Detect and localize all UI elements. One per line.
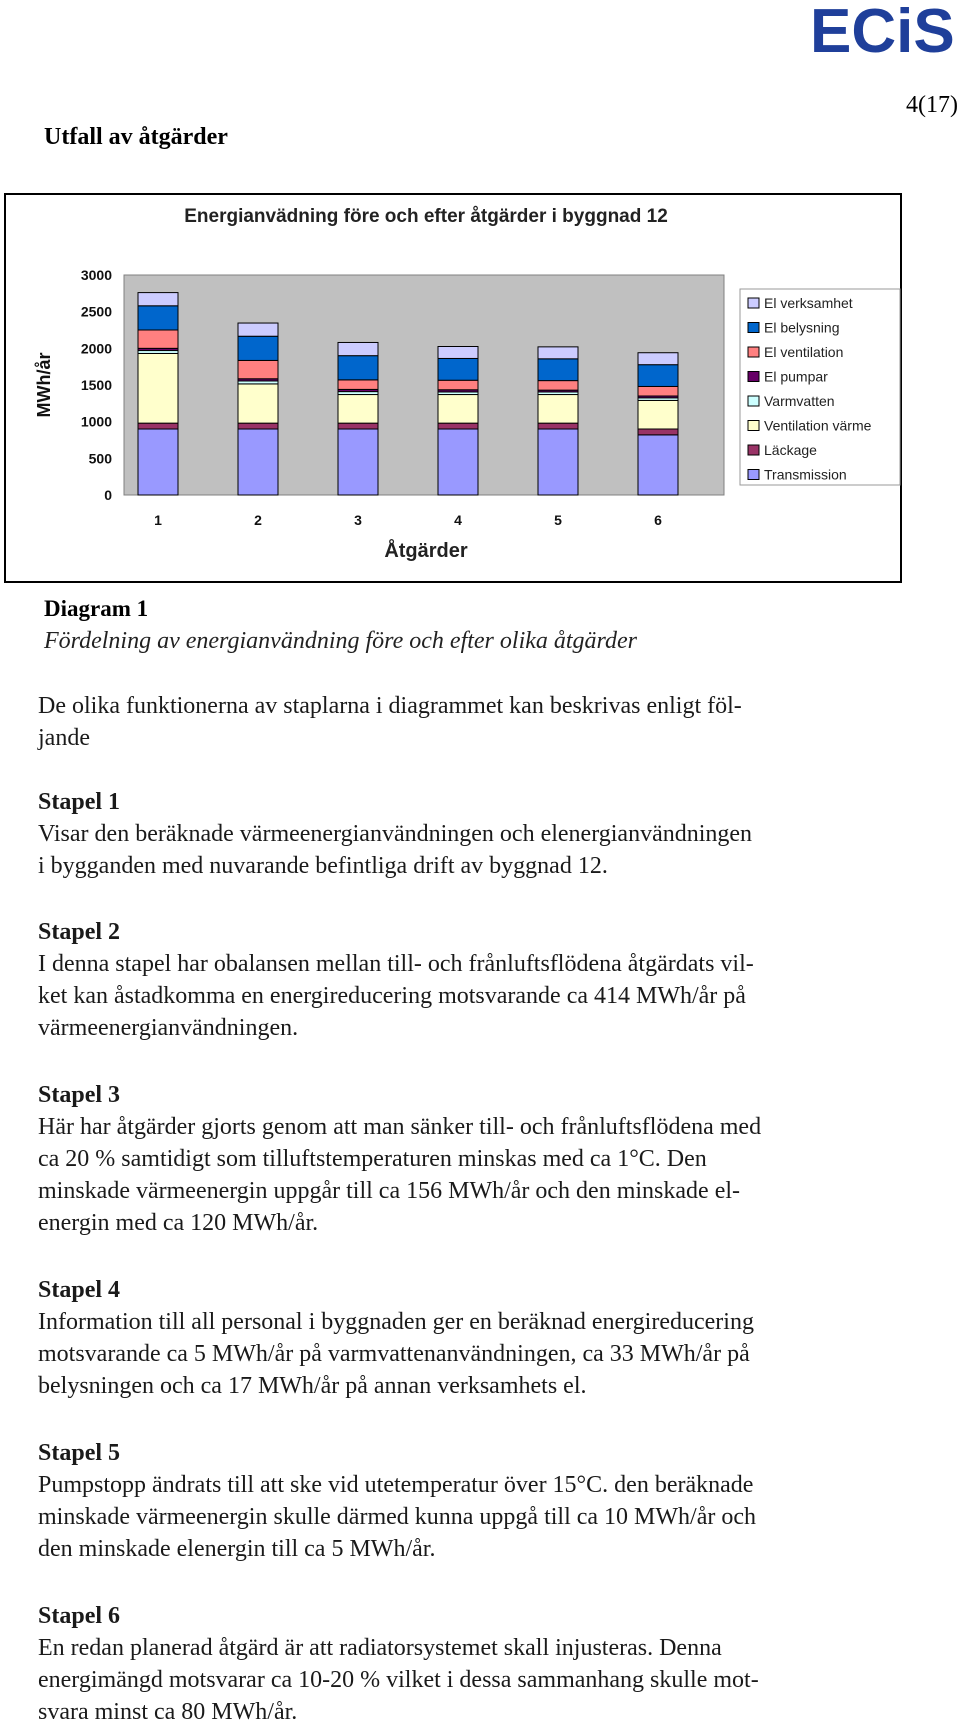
section-title: Stapel 1 [38,789,121,815]
intro-line: De olika funktionerna av staplarna i diagrammet kan beskrivas enligt föl- [38,693,742,719]
legend-label: Varmvatten [764,393,835,409]
bar-segment [538,359,578,381]
bar-segment [338,395,378,424]
section-line: ket kan åstadkomma en energireducering motsvarande ca 414 MWh/år på [38,983,746,1009]
legend-label: El verksamhet [764,295,853,311]
y-axis-label: MWh/år [34,352,54,418]
bar-segment [638,353,678,365]
section-title: Stapel 4 [38,1277,121,1303]
section-line: energimängd motsvarar ca 10-20 % vilket i dessa sammanhang skulle mot- [38,1667,759,1693]
bar-segment [538,347,578,359]
section-stapel-4 [38,1274,918,1402]
logo-text: ECiS [810,0,955,60]
bar-segment [538,429,578,495]
legend-swatch [748,470,759,480]
bar-segment [638,400,678,429]
bar-segment [638,435,678,495]
chart-container [4,193,902,583]
bar-segment [338,380,378,390]
y-tick-label: 500 [88,450,112,467]
x-tick-label: 4 [454,512,462,528]
section-title: Stapel 3 [38,1082,121,1108]
y-tick-label: 1000 [80,413,112,430]
bar-segment [438,380,478,390]
bar-segment [338,342,378,355]
section-stapel-3 [38,1079,918,1239]
section-line: belysningen och ca 17 MWh/år på annan verksamhets el. [38,1373,587,1399]
section-line: motsvarande ca 5 MWh/år på varmvattenanvändningen, ca 33 MWh/år på [38,1341,750,1367]
intro-paragraph [38,690,918,754]
bar-segment [238,323,278,336]
legend-swatch [748,372,759,382]
legend-swatch [748,445,759,455]
legend-swatch [748,347,759,357]
section-line: Pumpstopp ändrats till att ske vid utetemperatur över 15°C. den beräknade [38,1472,754,1498]
intro-line: jande [38,725,90,751]
section-title: Stapel 5 [38,1440,121,1466]
legend-label: Ventilation värme [764,417,872,434]
section-line: Här har åtgärder gjorts genom att man sänker till- och frånluftsflödena med [38,1114,762,1140]
section-line: den minskade elenergin till ca 5 MWh/år. [38,1536,436,1562]
y-tick-label: 0 [104,487,112,503]
section-stapel-2 [38,916,918,1044]
x-tick-label: 3 [354,512,362,528]
diagram-caption-title: Diagram 1 [44,596,149,621]
y-tick-label: 2500 [80,303,112,320]
section-line: Information till all personal i byggnaden ger en beräknad energireducering [38,1309,754,1335]
section-line: svara minst ca 80 MWh/år. [38,1699,298,1725]
legend-label: El pumpar [764,368,828,385]
y-tick-label: 1500 [80,377,112,393]
section-line: En redan planerad åtgärd är att radiatorsystemet skall injusteras. Denna [38,1635,722,1661]
bar-segment [138,429,178,495]
legend-swatch [748,323,759,333]
bar-segment [138,330,178,348]
bar-segment [438,423,478,429]
bar-segment [638,429,678,435]
bar-segment [538,381,578,391]
bar-segment [438,347,478,359]
section-stapel-5 [38,1437,918,1565]
x-tick-label: 2 [254,512,262,528]
section-line: Visar den beräknade värmeenergianvändningen och elenergianvändningen [38,821,753,847]
section-title: Stapel 6 [38,1603,121,1629]
bar-segment [138,306,178,330]
bar-segment [138,353,178,423]
bar-segment [438,429,478,495]
bar-segment [538,423,578,429]
x-axis-label: Åtgärder [384,540,468,562]
legend-swatch [748,396,759,406]
section-line: minskade värmeenergin skulle därmed kunna uppgå till ca 10 MWh/år och [38,1504,757,1530]
legend-label: El ventilation [764,344,844,360]
bar-segment [238,429,278,495]
page-heading: Utfall av åtgärder [44,124,228,150]
y-tick-label: 2000 [80,340,112,357]
chart-title: Energianvädning före och efter åtgärder i byggnad 12 [184,206,668,227]
stacked-bar-chart [6,195,904,585]
section-title: Stapel 2 [38,919,121,945]
legend-swatch [748,298,759,308]
bar-segment [438,358,478,380]
page-number: 4(17) [906,92,958,118]
bar-segment [338,429,378,495]
bar-segment [438,395,478,424]
section-stapel-1 [38,786,918,882]
x-tick-label: 6 [654,512,662,528]
bar-segment [238,360,278,378]
section-line: I denna stapel har obalansen mellan till- och frånluftsflödena åtgärdats vil- [38,951,754,977]
bar-segment [338,423,378,429]
section-line: energin med ca 120 MWh/år. [38,1210,319,1236]
y-tick-label: 3000 [80,267,112,283]
bar-segment [238,384,278,423]
plot-area [124,275,724,495]
bar-segment [238,336,278,360]
legend-label: Läckage [764,442,817,458]
legend-swatch [748,421,759,431]
section-stapel-6 [38,1600,918,1728]
section-line: värmeenergianvändningen. [38,1015,299,1041]
bar-segment [138,293,178,306]
legend-label: Transmission [764,466,847,483]
bar-segment [638,386,678,396]
bar-segment [538,395,578,424]
x-tick-label: 1 [154,512,162,528]
legend-label: El belysning [764,319,840,336]
bar-segment [338,356,378,380]
x-tick-label: 5 [554,512,562,528]
section-line: minskade värmeenergin uppgår till ca 156 MWh/år och den minskade el- [38,1178,740,1204]
section-line: ca 20 % samtidigt som tilluftstemperaturen minskas med ca 1°C. Den [38,1146,707,1172]
ecis-logo [810,0,960,60]
diagram-caption-text: Fördelning av energianvändning före och efter olika åtgärder [44,628,637,654]
bar-segment [138,423,178,429]
bar-segment [638,365,678,387]
bar-segment [238,423,278,429]
section-line: i bygganden med nuvarande befintliga drift av byggnad 12. [38,853,608,879]
